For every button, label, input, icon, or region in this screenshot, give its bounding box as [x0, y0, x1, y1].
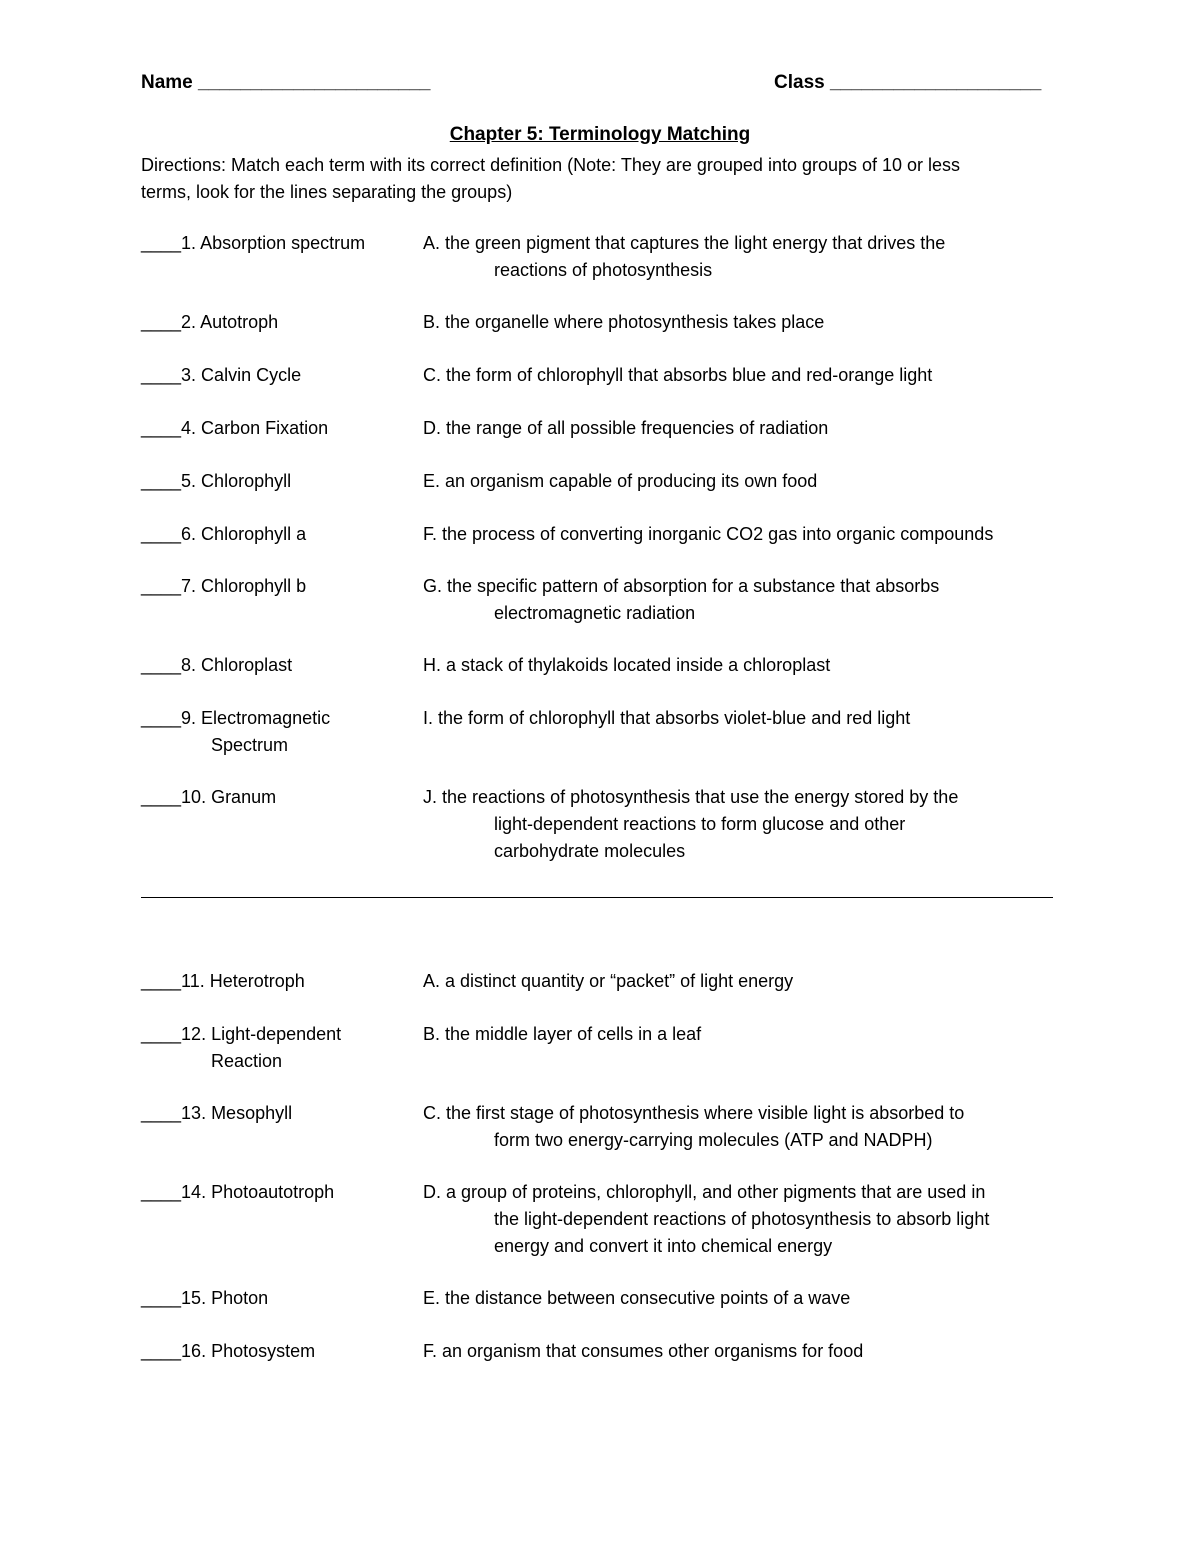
- definition: D. the range of all possible frequencies of radiation: [423, 417, 829, 438]
- directions: [141, 152, 1061, 206]
- term: ____14. Photoautotroph: [141, 1181, 335, 1202]
- directions-line: terms, look for the lines separating the groups): [141, 182, 513, 202]
- definition: E. an organism capable of producing its own food: [423, 470, 818, 491]
- matching-row: [141, 1179, 1071, 1285]
- definition: F. the process of converting inorganic CO2 gas into organic compounds: [423, 523, 994, 544]
- definition: G. the specific pattern of absorption for a substance that absorbs electromagnetic radiation: [423, 576, 940, 623]
- definition: C. the first stage of photosynthesis where visible light is absorbed to form two energy-carrying molecules (ATP and NADPH): [423, 1102, 965, 1150]
- matching-row: [141, 1021, 1071, 1100]
- page-title: Chapter 5: Terminology Matching: [449, 124, 751, 145]
- term: ____6. Chlorophyll a: [141, 523, 307, 544]
- term: ____13. Mesophyll: [141, 1102, 293, 1123]
- definition: B. the middle layer of cells in a leaf: [423, 1023, 702, 1044]
- matching-row: [141, 1100, 1071, 1179]
- directions-line: Directions: Match each term with its correct definition (Note: They are grouped into groups of 10 or less: [141, 155, 961, 175]
- definition: C. the form of chlorophyll that absorbs blue and red-orange light: [423, 364, 933, 385]
- term: ____12. Light-dependent Reaction: [141, 1023, 342, 1071]
- definition: E. the distance between consecutive points of a wave: [423, 1287, 851, 1308]
- header-row: [141, 72, 1061, 102]
- matching-row: [141, 705, 1071, 785]
- definition: D. a group of proteins, chlorophyll, and other pigments that are used in the light-dependent reactions of photosynthesis to absorb light energy and convert it into chemical energy: [423, 1181, 990, 1256]
- matching-row: [141, 521, 1071, 574]
- matching-row: [141, 415, 1071, 468]
- matching-row: [141, 1338, 1071, 1368]
- definition: A. a distinct quantity or “packet” of light energy: [423, 971, 794, 991]
- term-group-1: [141, 230, 1071, 865]
- class-field: Class ____________________: [774, 72, 1042, 93]
- term: ____3. Calvin Cycle: [141, 364, 302, 385]
- matching-row: [141, 968, 1071, 1021]
- term: ____7. Chlorophyll b: [141, 576, 307, 596]
- matching-row: [141, 309, 1071, 362]
- definition: A. the green pigment that captures the light energy that drives the reactions of photosynthesis: [423, 233, 946, 280]
- matching-row: [141, 230, 1071, 309]
- definition: J. the reactions of photosynthesis that use the energy stored by the light-dependent reactions to form glucose and other carbohydrate molecules: [423, 787, 959, 861]
- term: ____4. Carbon Fixation: [141, 417, 329, 438]
- term: ____1. Absorption spectrum: [141, 233, 366, 253]
- definition: B. the organelle where photosynthesis takes place: [423, 312, 825, 332]
- term: ____11. Heterotroph: [141, 971, 305, 991]
- matching-row: [141, 362, 1071, 415]
- term: ____9. Electromagnetic Spectrum: [141, 707, 331, 755]
- group-separator-line: [141, 897, 1053, 898]
- matching-row: [141, 573, 1071, 652]
- term: ____10. Granum: [141, 787, 277, 807]
- matching-row: [141, 1285, 1071, 1339]
- matching-row: [141, 784, 1071, 865]
- definition: H. a stack of thylakoids located inside a chloroplast: [423, 655, 831, 675]
- term: ____15. Photon: [141, 1287, 269, 1308]
- definition: I. the form of chlorophyll that absorbs violet-blue and red light: [423, 707, 911, 728]
- definition: F. an organism that consumes other organisms for food: [423, 1341, 864, 1361]
- term-group-2: [141, 968, 1071, 1368]
- term: ____5. Chlorophyll: [141, 470, 292, 491]
- term: ____16. Photosystem: [141, 1341, 316, 1361]
- term: ____2. Autotroph: [141, 312, 279, 332]
- matching-row: [141, 652, 1071, 705]
- term: ____8. Chloroplast: [141, 655, 293, 675]
- name-field: Name ______________________: [141, 72, 431, 93]
- matching-row: [141, 468, 1071, 521]
